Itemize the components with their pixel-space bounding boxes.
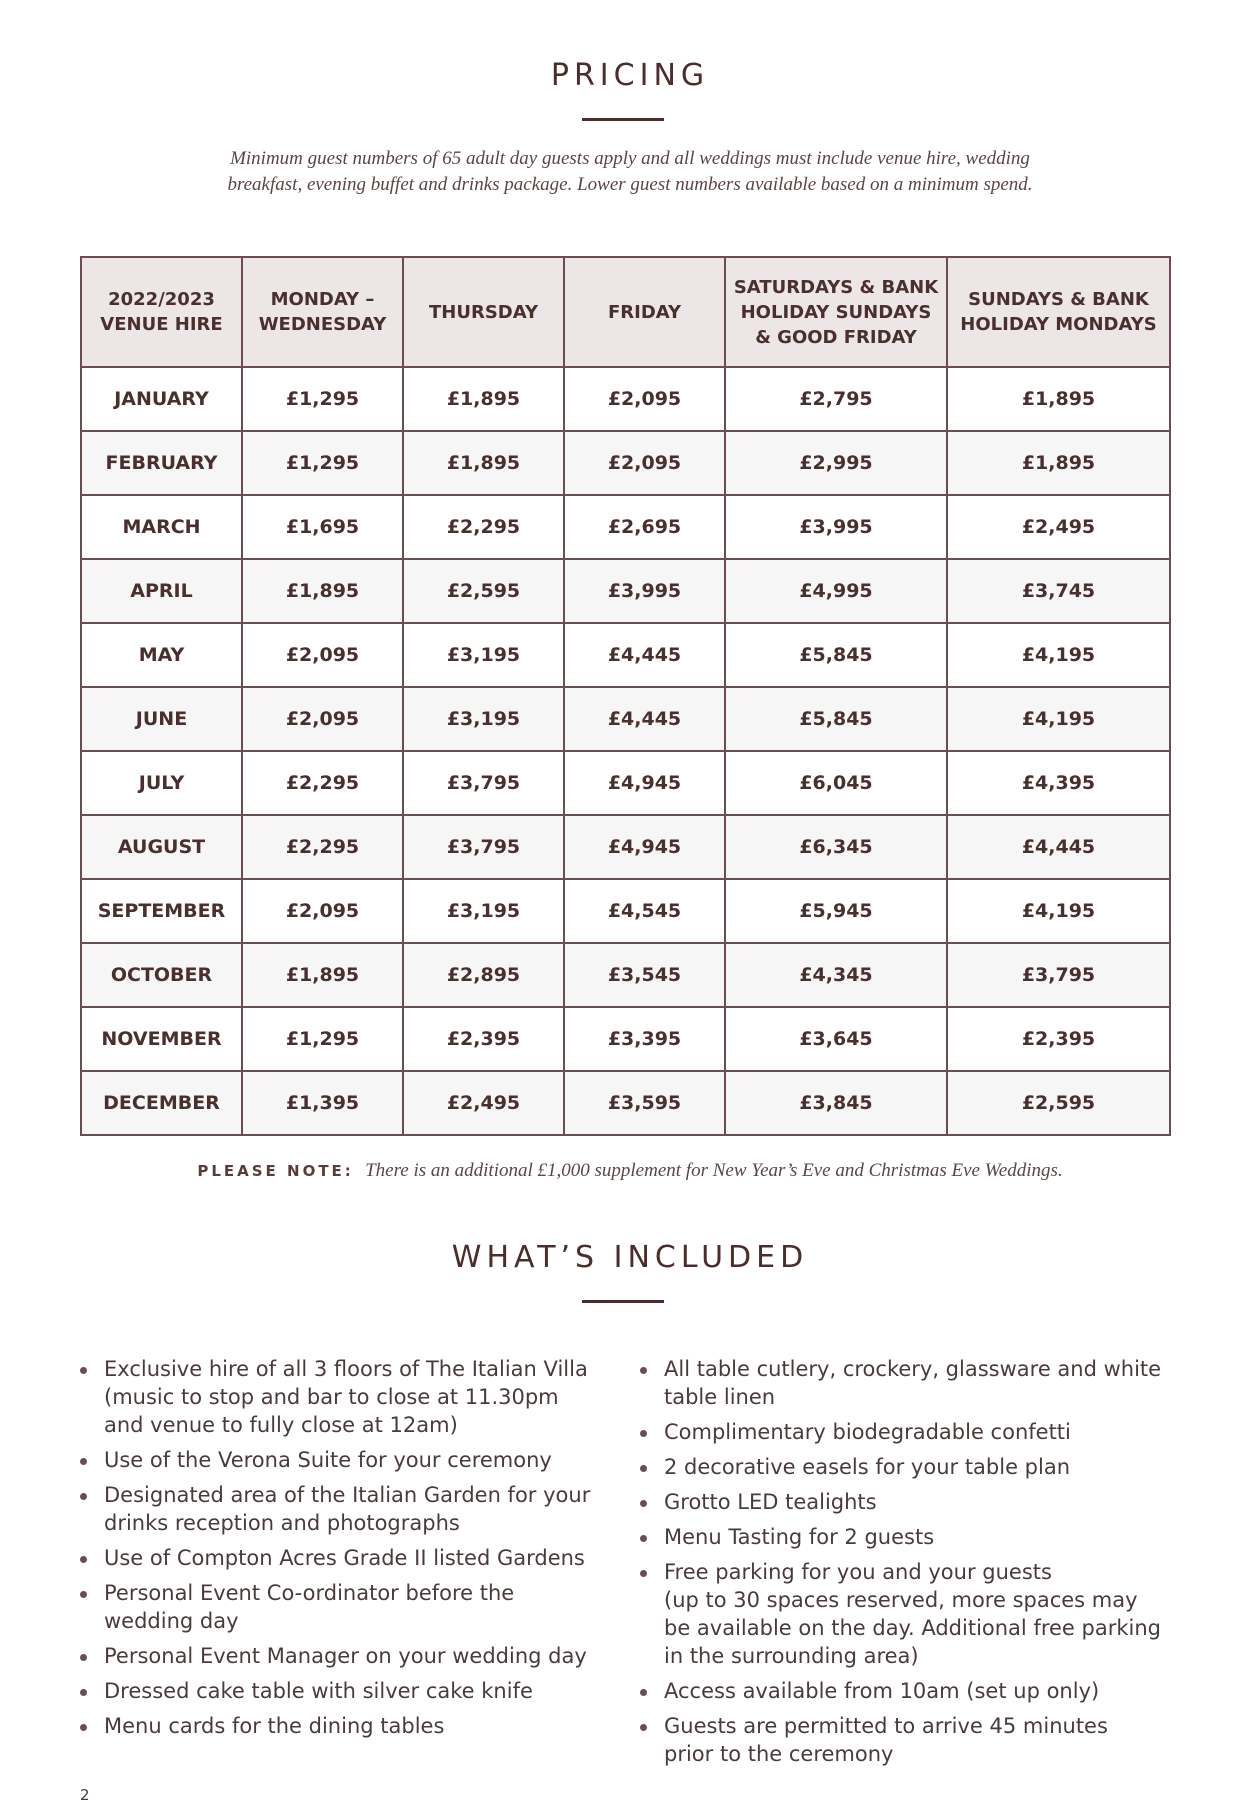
column-header: SATURDAYS & BANK HOLIDAY SUNDAYS & GOOD FRIDAY [725, 257, 947, 367]
list-item-text: (music to stop and bar to close at 11.30pm [104, 1385, 559, 1409]
list-item-text: Personal Event Manager on your wedding day [104, 1644, 587, 1668]
price-cell: £1,395 [242, 1071, 403, 1135]
price-cell: £4,195 [947, 879, 1170, 943]
price-cell: £3,195 [403, 687, 564, 751]
table-row [81, 1071, 1170, 1135]
price-cell: £2,095 [564, 367, 725, 431]
price-cell: £3,795 [403, 815, 564, 879]
month-cell: JULY [81, 751, 242, 815]
table-row [81, 367, 1170, 431]
pricing-title: PRICING [550, 58, 710, 93]
list-item [640, 1677, 1200, 1705]
price-cell: £1,895 [403, 367, 564, 431]
price-cell: £1,895 [242, 559, 403, 623]
list-item-text: table linen [664, 1385, 776, 1409]
price-cell: £4,995 [725, 559, 947, 623]
list-item-text: Free parking for you and your guests [664, 1560, 1052, 1584]
price-cell: £1,895 [403, 431, 564, 495]
list-item [80, 1481, 620, 1537]
table-row [81, 623, 1170, 687]
list-item-text: Designated area of the Italian Garden for your [104, 1483, 591, 1507]
price-cell: £3,995 [564, 559, 725, 623]
list-item-text: and venue to fully close at 12am) [104, 1413, 458, 1437]
month-cell: JUNE [81, 687, 242, 751]
column-header: MONDAY – WEDNESDAY [242, 257, 403, 367]
list-item-text: Guests are permitted to arrive 45 minutes [664, 1714, 1108, 1738]
included-list-left [80, 1355, 620, 1747]
price-cell: £6,045 [725, 751, 947, 815]
list-item [640, 1418, 1200, 1446]
price-cell: £2,595 [947, 1071, 1170, 1135]
list-item [80, 1544, 620, 1572]
price-cell: £3,795 [403, 751, 564, 815]
month-cell: JANUARY [81, 367, 242, 431]
month-cell: FEBRUARY [81, 431, 242, 495]
list-item-text: 2 decorative easels for your table plan [664, 1455, 1071, 1479]
table-row [81, 751, 1170, 815]
table-row [81, 1007, 1170, 1071]
price-cell: £3,195 [403, 623, 564, 687]
price-cell: £1,295 [242, 431, 403, 495]
pricing-table [80, 256, 1171, 1136]
table-row [81, 431, 1170, 495]
price-cell: £3,195 [403, 879, 564, 943]
list-item-text: Exclusive hire of all 3 floors of The Italian Villa [104, 1357, 588, 1381]
month-cell: DECEMBER [81, 1071, 242, 1135]
list-item [640, 1488, 1200, 1516]
price-cell: £3,395 [564, 1007, 725, 1071]
table-row [81, 879, 1170, 943]
month-cell: APRIL [81, 559, 242, 623]
list-item-text: Use of the Verona Suite for your ceremony [104, 1448, 552, 1472]
list-item [80, 1642, 620, 1670]
price-cell: £4,945 [564, 815, 725, 879]
list-item [640, 1523, 1200, 1551]
price-cell: £2,095 [242, 687, 403, 751]
table-header-row [81, 257, 1170, 367]
price-cell: £4,445 [564, 623, 725, 687]
month-cell: MARCH [81, 495, 242, 559]
price-cell: £2,095 [242, 623, 403, 687]
list-item-text: prior to the ceremony [664, 1742, 894, 1766]
title-divider [582, 118, 664, 121]
page-number: 2 [80, 1786, 90, 1804]
price-cell: £1,895 [947, 367, 1170, 431]
month-cell: AUGUST [81, 815, 242, 879]
price-cell: £3,845 [725, 1071, 947, 1135]
list-item [640, 1453, 1200, 1481]
list-item-text: in the surrounding area) [664, 1644, 919, 1668]
price-cell: £2,395 [403, 1007, 564, 1071]
price-cell: £2,895 [403, 943, 564, 1007]
list-item-text: Personal Event Co-ordinator before the [104, 1581, 515, 1605]
list-item-text: Grotto LED tealights [664, 1490, 877, 1514]
column-header: 2022/2023 VENUE HIRE [81, 257, 242, 367]
list-item [640, 1558, 1200, 1670]
list-item-text: Access available from 10am (set up only) [664, 1679, 1100, 1703]
price-cell: £2,095 [564, 431, 725, 495]
table-row [81, 495, 1170, 559]
included-title: WHAT’S INCLUDED [451, 1240, 809, 1275]
note-lead: PLEASE NOTE: [197, 1162, 354, 1180]
price-cell: £1,295 [242, 1007, 403, 1071]
list-item-text: All table cutlery, crockery, glassware and white [664, 1357, 1162, 1381]
column-header: SUNDAYS & BANK HOLIDAY MONDAYS [947, 257, 1170, 367]
pricing-note [0, 1160, 1260, 1182]
price-cell: £5,945 [725, 879, 947, 943]
note-text: There is an additional £1,000 supplement for New Year’s Eve and Christmas Eve Weddings. [365, 1160, 1063, 1181]
table-row [81, 687, 1170, 751]
pricing-intro: Minimum guest numbers of 65 adult day guests apply and all weddings must include venue hire, wedding breakfast, evening buffet and drinks package. Lower guest numbers available based on a minimum spend. [227, 148, 1033, 195]
price-cell: £4,195 [947, 623, 1170, 687]
table-body [81, 367, 1170, 1135]
table-row [81, 559, 1170, 623]
price-cell: £1,895 [242, 943, 403, 1007]
price-cell: £6,345 [725, 815, 947, 879]
price-cell: £3,595 [564, 1071, 725, 1135]
list-item-text: Menu cards for the dining tables [104, 1714, 445, 1738]
column-header: THURSDAY [403, 257, 564, 367]
column-header: FRIDAY [564, 257, 725, 367]
price-cell: £2,495 [947, 495, 1170, 559]
price-cell: £5,845 [725, 687, 947, 751]
price-cell: £2,395 [947, 1007, 1170, 1071]
price-cell: £3,545 [564, 943, 725, 1007]
price-cell: £4,545 [564, 879, 725, 943]
list-item [640, 1355, 1200, 1411]
price-cell: £3,645 [725, 1007, 947, 1071]
list-item [640, 1712, 1200, 1768]
list-item-text: wedding day [104, 1609, 239, 1633]
month-cell: MAY [81, 623, 242, 687]
list-item [80, 1355, 620, 1439]
list-item [80, 1712, 620, 1740]
price-cell: £4,945 [564, 751, 725, 815]
list-item [80, 1579, 620, 1635]
price-cell: £2,095 [242, 879, 403, 943]
price-cell: £2,295 [242, 751, 403, 815]
price-cell: £4,445 [947, 815, 1170, 879]
price-cell: £2,695 [564, 495, 725, 559]
included-divider [582, 1300, 664, 1303]
price-cell: £4,445 [564, 687, 725, 751]
price-cell: £1,895 [947, 431, 1170, 495]
list-item-text: be available on the day. Additional free parking [664, 1616, 1161, 1640]
list-item-text: Dressed cake table with silver cake knife [104, 1679, 533, 1703]
price-cell: £2,495 [403, 1071, 564, 1135]
price-cell: £5,845 [725, 623, 947, 687]
price-cell: £4,395 [947, 751, 1170, 815]
price-cell: £1,695 [242, 495, 403, 559]
price-cell: £4,345 [725, 943, 947, 1007]
included-list-right [640, 1355, 1200, 1775]
table-row [81, 943, 1170, 1007]
price-cell: £3,745 [947, 559, 1170, 623]
list-item-text: (up to 30 spaces reserved, more spaces may [664, 1588, 1138, 1612]
price-cell: £4,195 [947, 687, 1170, 751]
month-cell: OCTOBER [81, 943, 242, 1007]
table-row [81, 815, 1170, 879]
price-cell: £2,295 [403, 495, 564, 559]
price-cell: £3,795 [947, 943, 1170, 1007]
list-item-text: drinks reception and photographs [104, 1511, 460, 1535]
list-item-text: Use of Compton Acres Grade II listed Gardens [104, 1546, 585, 1570]
list-item-text: Menu Tasting for 2 guests [664, 1525, 935, 1549]
price-cell: £2,295 [242, 815, 403, 879]
price-cell: £2,595 [403, 559, 564, 623]
price-cell: £1,295 [242, 367, 403, 431]
list-item [80, 1677, 620, 1705]
month-cell: SEPTEMBER [81, 879, 242, 943]
price-cell: £2,795 [725, 367, 947, 431]
list-item [80, 1446, 620, 1474]
price-cell: £3,995 [725, 495, 947, 559]
month-cell: NOVEMBER [81, 1007, 242, 1071]
list-item-text: Complimentary biodegradable confetti [664, 1420, 1071, 1444]
price-cell: £2,995 [725, 431, 947, 495]
